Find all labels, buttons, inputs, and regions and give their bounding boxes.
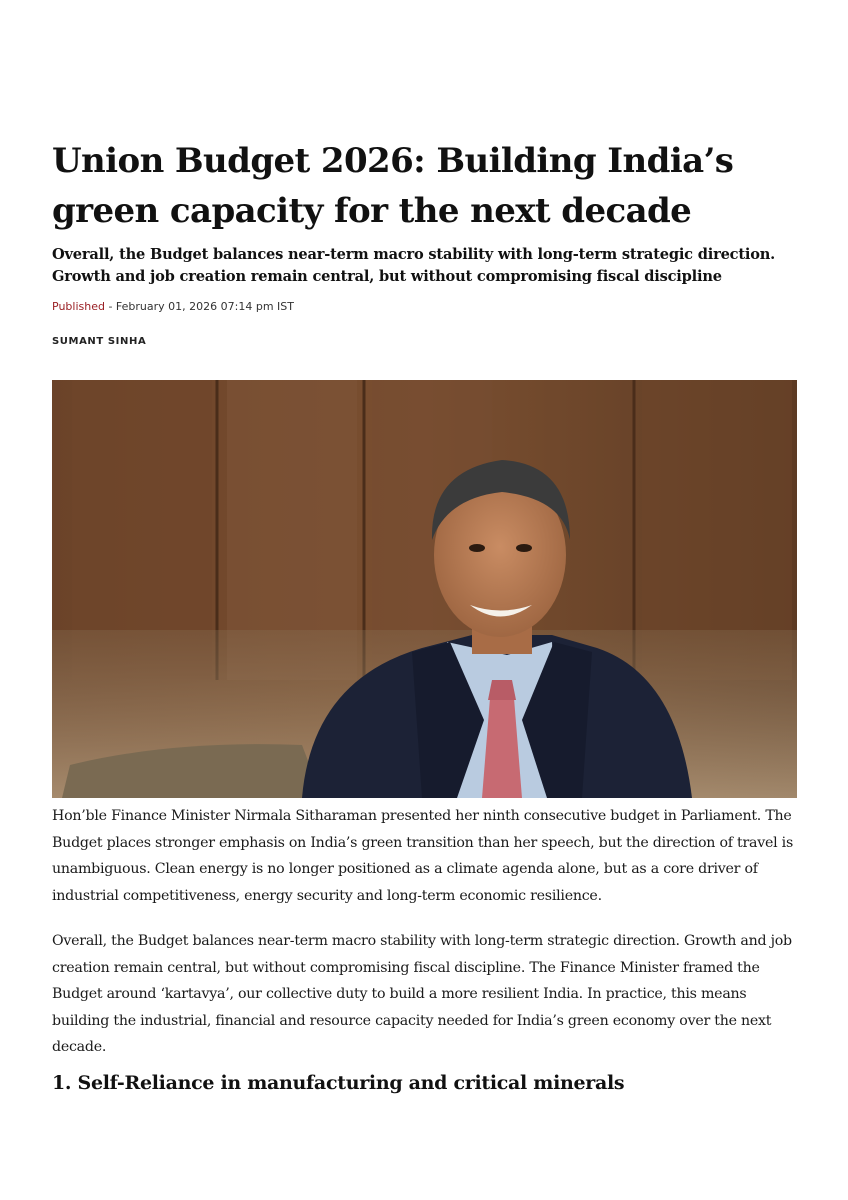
publish-meta	[52, 300, 294, 313]
article-photo	[52, 380, 797, 798]
article-paragraph: Overall, the Budget balances near-term macro stability with long-term strategic direction. Growth and job creation remain central, but without compromising fiscal discipline. The Finance Minister framed the Budget around ‘kartavya’, our collective duty to build a more resilient India. In practice, this means building the industrial, financial and resource capacity needed for India’s green economy over the next decade.	[52, 933, 792, 1055]
author-byline[interactable]: SUMANT SINHA	[52, 336, 147, 347]
published-date: - February 01, 2026 07:14 pm IST	[108, 300, 294, 313]
article-subheadline: Overall, the Budget balances near-term macro stability with long-term strategic direction. Growth and job creation remain central, but without compromising fiscal discipline	[52, 246, 776, 285]
article-paragraph: Hon’ble Finance Minister Nirmala Sitharaman presented her ninth consecutive budget in Parliament. The Budget places stronger emphasis on India’s green transition than her speech, but the direction of travel is unambiguous. Clean energy is no longer positioned as a climate agenda alone, but as a core driver of industrial competitiveness, energy security and long-term economic resilience.	[52, 808, 793, 904]
section-heading: 1. Self-Reliance in manufacturing and critical minerals	[52, 1072, 625, 1094]
article-headline: Union Budget 2026: Building India’s green capacity for the next decade	[52, 141, 734, 231]
published-label: Published	[52, 300, 105, 313]
portrait-photo	[52, 380, 797, 798]
